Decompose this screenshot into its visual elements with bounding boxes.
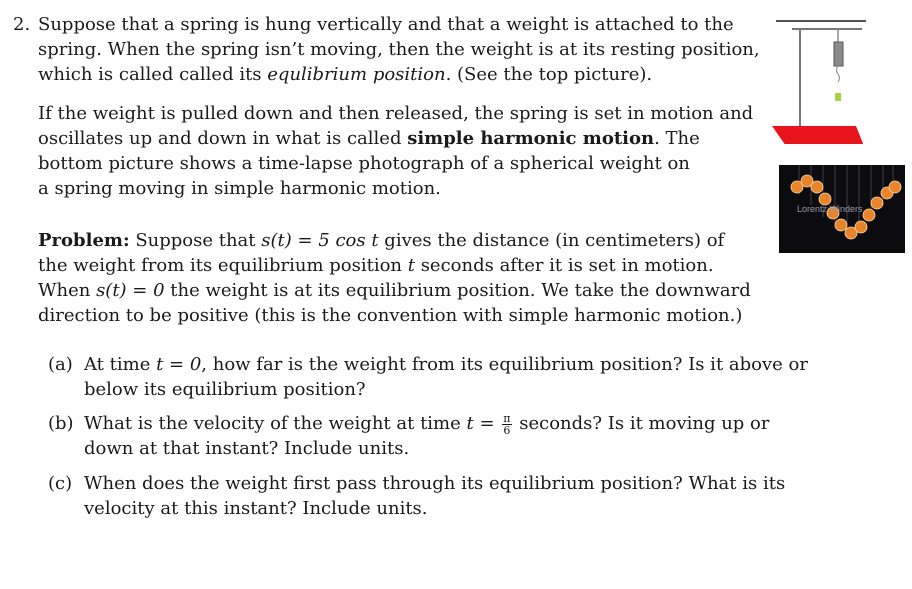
time-lapse-photo [779,165,905,253]
problem-paragraph [38,228,758,328]
spring-stand-illustration [772,14,868,144]
problem-line-4: direction to be positive (this is the convention with simple harmonic motion.) [38,305,743,326]
intro-paragraph [38,12,758,87]
motion-paragraph [38,101,758,201]
part-c-line-2: velocity at this instant? Include units. [84,498,428,519]
problem-number: 2. [13,14,31,35]
part-a-line-2: below its equilibrium position? [84,379,366,400]
intro-line-3: which is called called its equlibrium position. (See the top picture). [38,64,653,85]
problem-line-1: Problem: Suppose that s(t) = 5 cos t gives the distance (in centimeters) of [38,230,725,251]
part-b [84,411,809,461]
motion-line-2: oscillates up and down in what is called simple harmonic motion. The [38,128,700,149]
part-c [84,471,809,521]
equilibrium-term: equlibrium position [267,64,446,85]
motion-line-3: bottom picture shows a time-lapse photograph of a spherical weight on [38,153,690,174]
problem-label: Problem: [38,230,130,251]
pi-over-six: $\frac{\pi}{6}$ [503,411,511,437]
motion-line-4: a spring moving in simple harmonic motion. [38,178,441,199]
photo-watermark: Lorentz Winders [797,204,863,214]
ball-8 [855,221,867,233]
intro-line-2: spring. When the spring isn’t moving, then the weight is at its resting position, [38,39,760,60]
shm-term: simple harmonic motion [407,128,655,149]
part-c-line-1: When does the weight first pass through its equilibrium position? What is its [84,473,786,494]
part-c-label: (c) [48,473,73,494]
ball-3 [811,181,823,193]
part-b-line-1: What is the velocity of the weight at time t = $\frac{\pi}{6}$ seconds? Is it moving up or [84,411,770,437]
part-b-label: (b) [48,413,74,434]
ball-6 [835,219,847,231]
spring-scale-icon [834,42,843,66]
red-platform [772,126,864,144]
intro-line-1: Suppose that a spring is hung vertically and that a weight is attached to the [38,14,734,35]
ball-10 [871,197,883,209]
problem-line-2: the weight from its equilibrium position t seconds after it is set in motion. [38,255,714,276]
part-a-line-1: At time t = 0, how far is the weight from its equilibrium position? Is it above or [84,354,808,375]
spring-hook-icon [837,66,840,82]
part-b-line-2: down at that instant? Include units. [84,438,410,459]
ball-9 [863,209,875,221]
position-function: s(t) = 5 cos t [261,230,379,251]
hanging-weight-icon [835,93,841,101]
part-a [84,352,809,402]
problem-line-3: When s(t) = 0 the weight is at its equilibrium position. We take the downward [38,280,751,301]
part-a-label: (a) [48,354,73,375]
ball-12 [889,181,901,193]
motion-line-1: If the weight is pulled down and then released, the spring is set in motion and [38,103,754,124]
